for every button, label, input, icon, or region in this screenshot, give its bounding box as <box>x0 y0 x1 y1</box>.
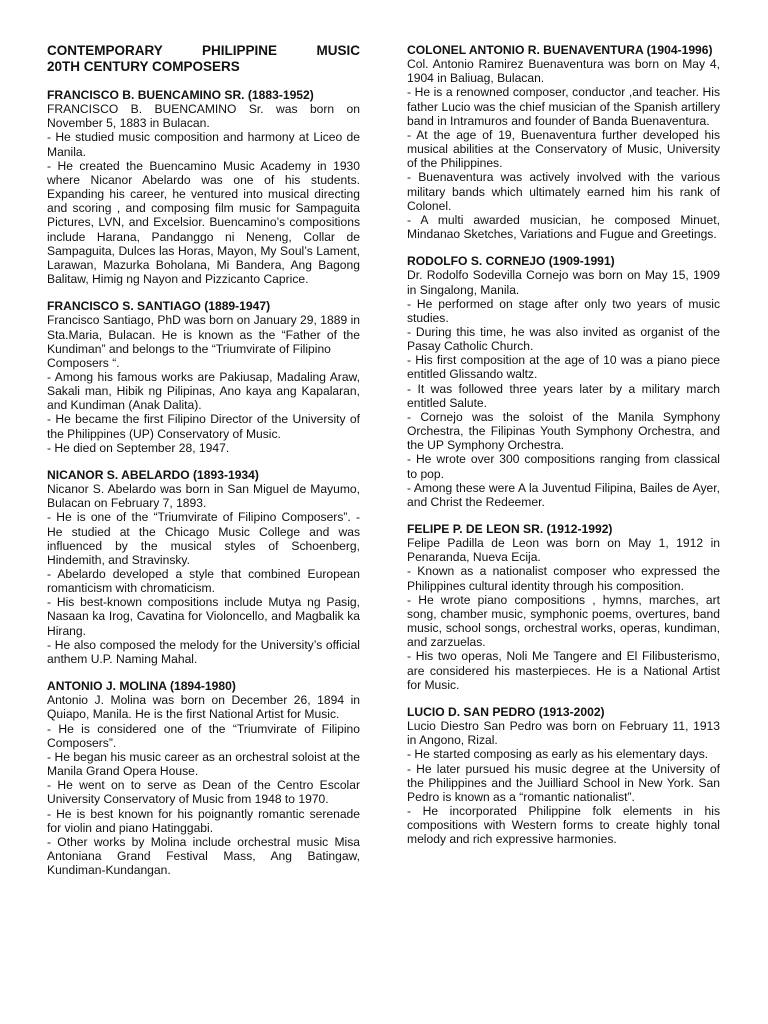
section-paragraph: - Other works by Molina include orchestral music Misa Antoniana Grand Festival Mass, Ang Batingaw, Kundiman-Kundangan. <box>47 834 360 878</box>
section-heading: FRANCISCO B. BUENCAMINO SR. (1883-1952) <box>47 88 314 102</box>
composer-section <box>407 254 720 509</box>
section-heading: NICANOR S. ABELARDO (1893-1934) <box>47 467 259 482</box>
section-heading: FRANCISCO S. SANTIAGO (1889-1947) <box>47 299 271 314</box>
left-column <box>47 40 360 877</box>
section-paragraph: - He performed on stage after only two years of music studies. <box>407 296 720 325</box>
section-heading: RODOLFO S. CORNEJO (1909-1991) <box>407 254 615 269</box>
composer-section <box>47 299 360 455</box>
section-paragraph: - He is considered one of the “Triumvirate of Filipino Composers”. <box>47 721 360 750</box>
section-paragraph: Francisco Santiago, PhD was born on January 29, 1889 in Sta.Maria, Bulacan. He is known as the “Father of the Kundiman” and belongs to the “Triumvirate of Filipino <box>47 313 360 356</box>
left-sections <box>47 88 360 877</box>
section-paragraph: - He is one of the “Triumvirate of Filipino Composers”. - He studied at the Chicago Music College and was influenced by the musical styles of Schoenberg, Hindemith, and Stravinsky. <box>47 510 360 567</box>
section-paragraph: - His two operas, Noli Me Tangere and El Filibusterismo, are considered his masterpieces. He is a National Artist for Music. <box>407 649 720 692</box>
section-paragraph: - He also composed the melody for the University’s official anthem U.P. Naming Mahal. <box>47 637 360 666</box>
section-paragraph: - Abelardo developed a style that combined European romanticism with chromaticism. <box>47 567 360 596</box>
composer-section <box>47 88 360 286</box>
section-paragraph: Dr. Rodolfo Sodevilla Cornejo was born on May 15, 1909 in Singalong, Manila. <box>407 268 720 297</box>
section-paragraph: Composers “. <box>47 355 120 370</box>
section-paragraph: - Among these were A la Juventud Filipina, Bailes de Ayer, and Christ the Redeemer. <box>407 480 720 509</box>
section-paragraph: Nicanor S. Abelardo was born in San Miguel de Mayumo, Bulacan on February 7, 1893. <box>47 482 360 511</box>
section-paragraph: - He went on to serve as Dean of the Centro Escolar University Conservatory of Music from 1948 to 1970. <box>47 778 360 807</box>
section-paragraph: - His best-known compositions include Mutya ng Pasig, Nasaan ka Irog, Cavatina for Violoncello, and Magbalik ka Hirang. <box>47 595 360 638</box>
section-paragraph: - He later pursued his music degree at the University of the Philippines and the Juilliard School in New York. San Pedro is known as a “romantic nationalist”. <box>407 761 720 804</box>
section-paragraph: Col. Antonio Ramirez Buenaventura was born on May 4, 1904 in Baliuag, Bulacan. <box>407 57 720 86</box>
section-paragraph: - He incorporated Philippine folk elements in his compositions with Western forms to create highly tonal melody and rich expressive harmonies. <box>407 803 720 847</box>
section-paragraph: - Cornejo was the soloist of the Manila Symphony Orchestra, the Filipinas Youth Symphony Orchestra, and the UP Symphony Orchestra. <box>407 409 720 453</box>
section-heading: COLONEL ANTONIO R. BUENAVENTURA (1904-1996) <box>407 43 713 57</box>
section-paragraph: - He wrote over 300 compositions ranging from classical to pop. <box>407 452 720 481</box>
section-paragraph: - He is best known for his poignantly romantic serenade for violin and piano Hatinggabi. <box>47 806 360 835</box>
section-paragraph: - He became the first Filipino Director of the University of the Philippines (UP) Conservatory of Music. <box>47 412 360 441</box>
section-paragraph: FRANCISCO B. BUENCAMINO Sr. was born on November 5, 1883 in Bulacan. <box>47 102 360 131</box>
section-paragraph: - He wrote piano compositions , hymns, marches, art song, chamber music, symphonic poems, overtures, band music, school songs, orchestral works, operas, kundiman, and zarzuelas. <box>407 592 720 650</box>
composer-section <box>407 522 720 692</box>
section-paragraph: - Buenaventura was actively involved with the various military bands which ultimately earned him his rank of Colonel. <box>407 170 720 213</box>
section-heading: FELIPE P. DE LEON SR. (1912-1992) <box>407 522 613 536</box>
section-paragraph: - He started composing as early as his elementary days. <box>407 747 709 762</box>
section-paragraph: - His first composition at the age of 10 was a piano piece entitled Glissando waltz. <box>407 353 720 382</box>
composer-section <box>407 705 720 847</box>
section-paragraph: - He studied music composition and harmony at Liceo de Manila. <box>47 130 360 159</box>
document-title <box>47 43 360 75</box>
composer-section <box>47 468 360 666</box>
section-paragraph: - Known as a nationalist composer who expressed the Philippines cultural identity through his composition. <box>407 564 720 593</box>
section-paragraph: - At the age of 19, Buenaventura further developed his musical abilities at the Conservatory of Music, University of the Philippines. <box>407 127 720 171</box>
composer-section <box>407 43 720 241</box>
title-line-2: 20TH CENTURY COMPOSERS <box>47 59 240 74</box>
section-paragraph: - A multi awarded musician, he composed Minuet, Mindanao Sketches, Variations and Fugue and Greetings. <box>407 212 720 242</box>
section-paragraph: - Among his famous works are Pakiusap, Madaling Araw, Sakali man, Hibik ng Pilipinas, Ano kaya ang Kapalaran, and Kundiman (Anak Dalita). <box>47 369 360 413</box>
section-paragraph: - He is a renowned composer, conductor ,and teacher. His father Lucio was the chief musician of the Spanish artillery band in Intramuros and founder of Banda Buenaventura. <box>407 85 720 128</box>
section-paragraph: - During this time, he was also invited as organist of the Pasay Catholic Church. <box>407 324 720 354</box>
title-line-1: CONTEMPORARY PHILIPPINE MUSIC <box>47 43 360 58</box>
section-paragraph: Felipe Padilla de Leon was born on May 1, 1912 in Penaranda, Nueva Ecija. <box>407 536 720 565</box>
right-column <box>407 40 720 846</box>
section-heading: ANTONIO J. MOLINA (1894-1980) <box>47 679 236 694</box>
section-paragraph: - It was followed three years later by a military march entitled Salute. <box>407 381 720 410</box>
section-paragraph: - He died on September 28, 1947. <box>47 440 230 455</box>
right-sections <box>407 43 720 846</box>
section-paragraph: - He began his music career as an orchestral soloist at the Manila Grand Opera House. <box>47 749 360 779</box>
section-paragraph: - He created the Buencamino Music Academy in 1930 where Nicanor Abelardo was one of his students. Expanding his career, he ventured into musical directing and scoring , and composing film music for Sampaguita Pictures, LVN, and Excelsior. Buencamino’s compositions include Harana, Pandanggo ni Neneng, Collar de Sampaguita, Dulces las Horas, Mayon, My Soul’s Lament, Larawan, Mazurka Boholana, Mi Bandera, Ang Bagong Balitaw, Himig ng Nayon and Pizzicanto Caprice. <box>47 158 360 287</box>
composer-section <box>47 679 360 877</box>
section-paragraph: Lucio Diestro San Pedro was born on February 11, 1913 in Angono, Rizal. <box>407 719 720 748</box>
section-paragraph: Antonio J. Molina was born on December 26, 1894 in Quiapo, Manila. He is the first National Artist for Music. <box>47 693 360 722</box>
section-heading: LUCIO D. SAN PEDRO (1913-2002) <box>407 704 605 719</box>
